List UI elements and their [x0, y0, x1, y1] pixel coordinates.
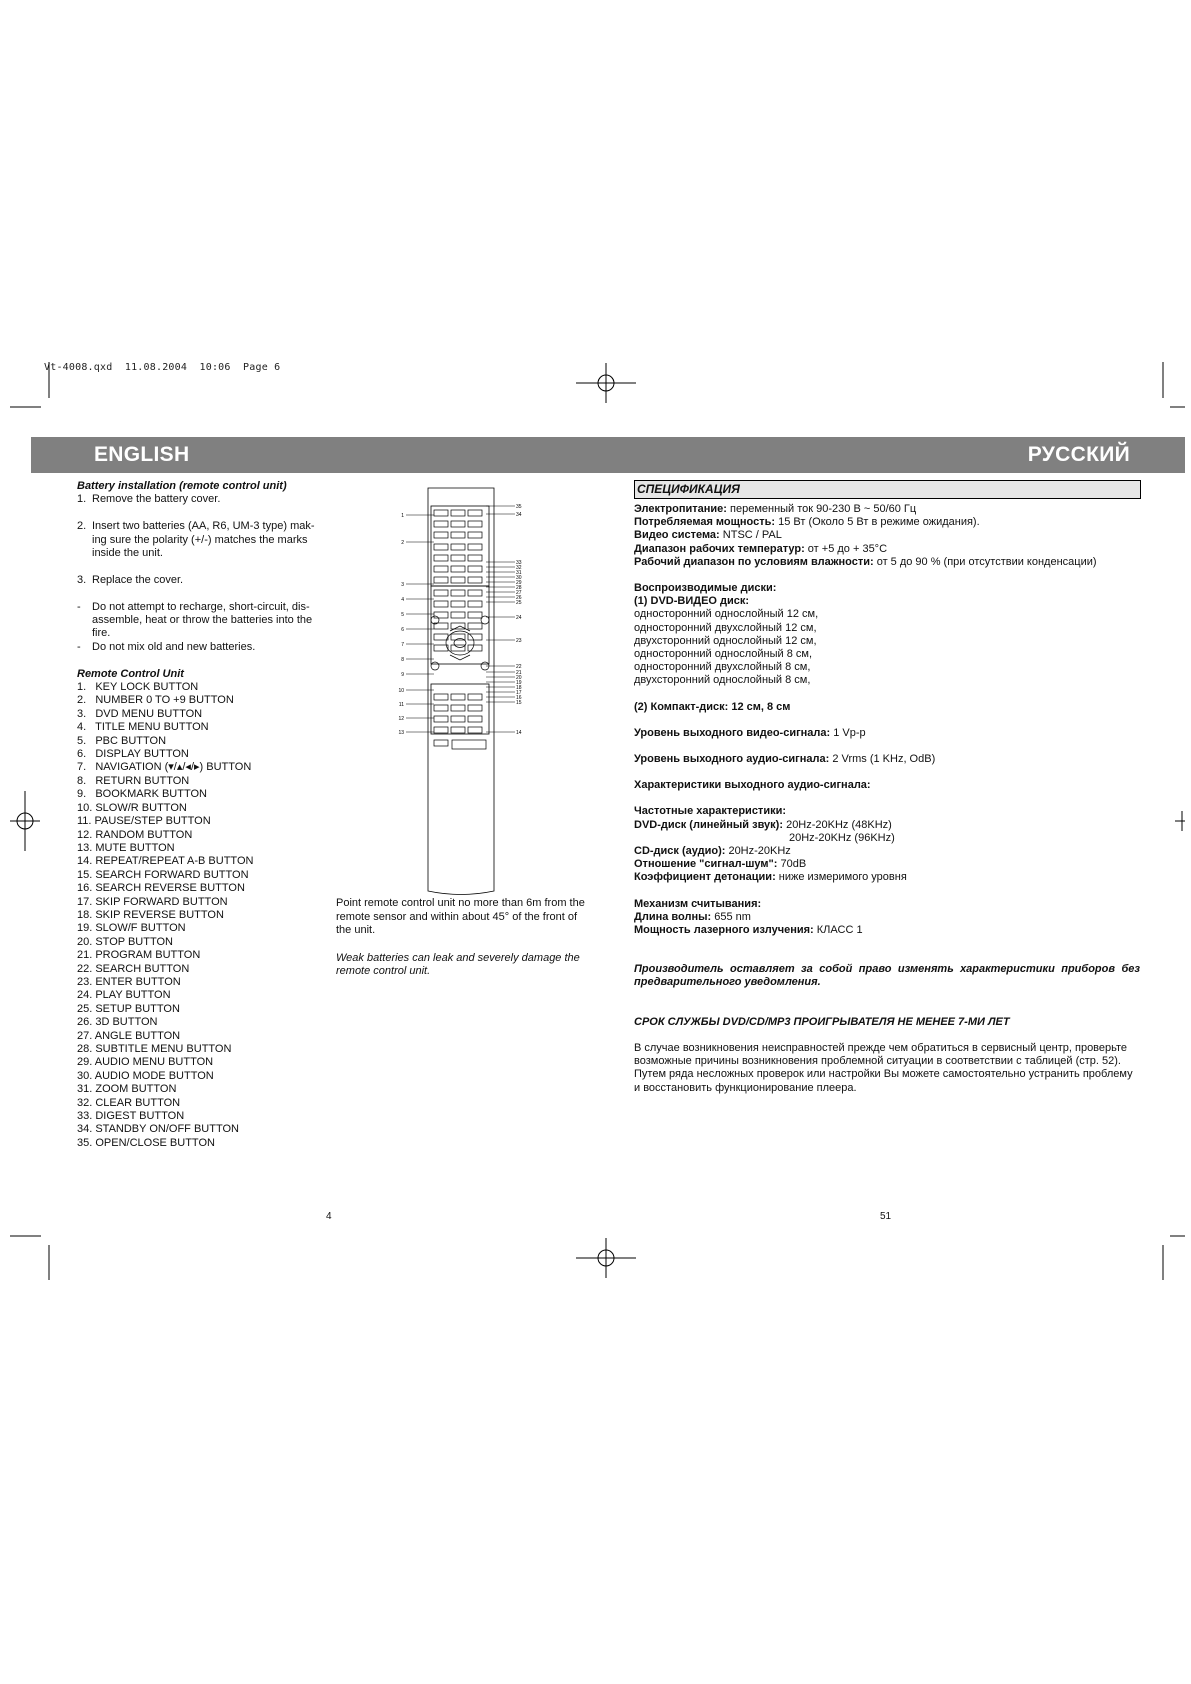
- button-list-item: 29. AUDIO MENU BUTTON: [77, 1056, 214, 1069]
- remote-callout-label: 11: [398, 702, 404, 708]
- remote-control-title: Remote Control Unit: [77, 667, 184, 680]
- remote-control-diagram: [394, 486, 534, 896]
- remote-button-shape: [468, 532, 482, 538]
- remote-callout-label: 30: [516, 575, 522, 581]
- remote-callout-label: 28: [516, 585, 522, 591]
- remote-callout-label: 21: [516, 670, 522, 676]
- remote-button-shape: [434, 727, 448, 733]
- discs-title: Воспроизводимые диски:: [634, 582, 777, 595]
- remote-callout-label: 14: [516, 730, 522, 736]
- remote-button-shape: [452, 740, 486, 749]
- russian-heading: РУССКИЙ: [1027, 443, 1130, 466]
- remote-button-shape: [468, 577, 482, 583]
- remote-button-shape: [451, 716, 465, 722]
- dvd-line: односторонний однослойный 8 см,: [634, 648, 813, 661]
- button-list-item: 16. SEARCH REVERSE BUTTON: [77, 882, 245, 895]
- button-list-item: 19. SLOW/F BUTTON: [77, 922, 186, 935]
- button-list-item: 15. SEARCH FORWARD BUTTON: [77, 868, 249, 881]
- dvd-title: (1) DVD-ВИДЕО диск:: [634, 595, 750, 608]
- button-list: [77, 681, 322, 1150]
- button-list-item: 9. BOOKMARK BUTTON: [77, 788, 207, 801]
- dvd-freq-line-2: 20Hz-20KHz (96KHz): [789, 831, 895, 844]
- spec-title: СПЕЦИФИКАЦИЯ: [634, 480, 1141, 499]
- battery-warning: - Do not attempt to recharge, short-circuit, dis-assemble, heat or throw the batteries into the fire.: [77, 600, 313, 640]
- button-list-item: 27. ANGLE BUTTON: [77, 1029, 181, 1042]
- audio-out-line: Уровень выходного аудио-сигнала: 2 Vrms (1 KHz, OdB): [634, 753, 936, 766]
- button-list-item: 35. OPEN/CLOSE BUTTON: [77, 1136, 215, 1149]
- dvd-line: односторонний двухслойный 8 см,: [634, 661, 811, 674]
- button-list-item: 10. SLOW/R BUTTON: [77, 801, 187, 814]
- button-list-item: 3. DVD MENU BUTTON: [77, 707, 203, 720]
- remote-button-shape: [434, 555, 448, 561]
- button-list-item: 31. ZOOM BUTTON: [77, 1083, 177, 1096]
- remote-button-shape: [434, 634, 448, 640]
- remote-callout-label: 24: [516, 615, 522, 621]
- laser-line: Мощность лазерного излучения: КЛАСС 1: [634, 924, 863, 937]
- remote-button-shape: [434, 716, 448, 722]
- remote-button-shape: [451, 601, 465, 607]
- remote-button-shape: [451, 532, 465, 538]
- dvd-line: односторонний двухслойный 12 см,: [634, 621, 817, 634]
- remote-callout-label: 4: [401, 597, 404, 603]
- button-list-item: 7. NAVIGATION (▾/▴/◂/▸) BUTTON: [77, 761, 252, 774]
- print-slug: Vt-4008.qxd 11.08.2004 10:06 Page 6: [44, 362, 281, 373]
- remote-callout-label: 17: [516, 690, 522, 696]
- wavelength-line: Длина волны: 655 nm: [634, 910, 751, 923]
- remote-callout-label: 13: [398, 730, 404, 736]
- spec-line: Потребляемая мощность: 15 Вт (Около 5 Вт в режиме ожидания).: [634, 516, 980, 529]
- service-life: СРОК СЛУЖБЫ DVD/CD/MP3 ПРОИГРЫВАТЕЛЯ НЕ МЕНЕЕ 7-МИ ЛЕТ: [634, 1015, 1010, 1028]
- spec-line: Рабочий диапазон по условиям влажности: от 5 до 90 % (при отсутствии конденсации): [634, 555, 1097, 568]
- remote-callout-label: 35: [516, 504, 522, 510]
- remote-button-shape: [434, 521, 448, 527]
- remote-button-shape: [451, 544, 465, 550]
- remote-button-shape: [451, 577, 465, 583]
- remote-button-shape: [468, 716, 482, 722]
- remote-button-shape: [468, 727, 482, 733]
- remote-callout-label: 6: [401, 627, 404, 633]
- freq-title: Частотные характеристики:: [634, 805, 787, 818]
- button-list-item: 11. PAUSE/STEP BUTTON: [77, 815, 211, 828]
- remote-button-shape: [468, 694, 482, 700]
- remote-button-shape: [434, 544, 448, 550]
- button-list-item: 23. ENTER BUTTON: [77, 975, 181, 988]
- remote-callout-label: 34: [516, 512, 522, 518]
- battery-step: 1. Remove the battery cover.: [77, 493, 221, 506]
- mech-title: Механизм считывания:: [634, 897, 762, 910]
- dvd-line: двухсторонний однослойный 12 см,: [634, 634, 817, 647]
- remote-button-shape: [434, 577, 448, 583]
- remote-callout-label: 22: [516, 664, 522, 670]
- remote-callout-label: 27: [516, 590, 522, 596]
- remote-callout-label: 2: [401, 540, 404, 546]
- remote-button-shape: [451, 727, 465, 733]
- remote-callout-label: 20: [516, 675, 522, 681]
- button-list-item: 33. DIGEST BUTTON: [77, 1110, 185, 1123]
- button-list-item: 21. PROGRAM BUTTON: [77, 949, 201, 962]
- remote-button-shape: [434, 694, 448, 700]
- remote-button-shape: [468, 510, 482, 516]
- button-list-item: 34. STANDBY ON/OFF BUTTON: [77, 1123, 239, 1136]
- remote-callout-label: 8: [401, 657, 404, 663]
- remote-callout-label: 18: [516, 685, 522, 691]
- remote-callout-label: 5: [401, 612, 404, 618]
- remote-button-shape: [451, 510, 465, 516]
- remote-button-shape: [451, 555, 465, 561]
- disclaimer: Производитель оставляет за собой право изменять характеристики приборов без предварительного уведомления.: [634, 963, 1140, 989]
- remote-button-shape: [468, 623, 482, 629]
- button-list-item: 1. KEY LOCK BUTTON: [77, 681, 199, 694]
- button-list-item: 26. 3D BUTTON: [77, 1016, 158, 1029]
- battery-warning: - Do not mix old and new batteries.: [77, 640, 256, 653]
- russian-column: [634, 480, 1140, 1095]
- remote-button-shape: [468, 544, 482, 550]
- dvd-line: двухсторонний однослойный 8 см,: [634, 674, 811, 687]
- remote-callout-label: 1: [401, 513, 404, 519]
- button-list-item: 6. DISPLAY BUTTON: [77, 748, 189, 761]
- button-list-item: 14. REPEAT/REPEAT A-B BUTTON: [77, 855, 254, 868]
- dvd-freq-line: DVD-диск (линейный звук): 20Hz-20KHz (48KHz): [634, 818, 892, 831]
- dvd-line: односторонний однослойный 12 см,: [634, 608, 819, 621]
- button-list-item: 17. SKIP FORWARD BUTTON: [77, 895, 228, 908]
- remote-button-shape: [434, 705, 448, 711]
- audio-char-title: Характеристики выходного аудио-сигнала:: [634, 779, 871, 792]
- remote-callout-label: 3: [401, 582, 404, 588]
- button-list-item: 13. MUTE BUTTON: [77, 841, 175, 854]
- remote-button-shape: [451, 623, 465, 629]
- remote-button-shape: [468, 590, 482, 596]
- remote-button-shape: [468, 566, 482, 572]
- remote-button-shape: [451, 612, 465, 618]
- remote-callout-label: 19: [516, 680, 522, 686]
- button-list-item: 30. AUDIO MODE BUTTON: [77, 1069, 214, 1082]
- english-column: [77, 480, 322, 1150]
- spec-line: Диапазон рабочих температур: от +5 до + 35°С: [634, 542, 888, 555]
- remote-range-note: Point remote control unit no more than 6m from the remote sensor and within about 45° of the front of the unit.: [336, 897, 585, 936]
- button-list-item: 28. SUBTITLE MENU BUTTON: [77, 1043, 232, 1055]
- wow-line: Коэффициент детонации: ниже измеримого уровня: [634, 871, 907, 884]
- remote-callout-label: 26: [516, 595, 522, 601]
- remote-button-shape: [434, 612, 448, 618]
- button-list-item: 12. RANDOM BUTTON: [77, 828, 193, 841]
- remote-button-shape: [451, 566, 465, 572]
- remote-callout-label: 7: [401, 642, 404, 648]
- remote-callout-label: 33: [516, 560, 522, 566]
- remote-button-shape: [451, 645, 465, 651]
- cd-freq-line: CD-диск (аудио): 20Hz-20KHz: [634, 845, 791, 858]
- button-list-item: 2. NUMBER 0 TO +9 BUTTON: [77, 694, 234, 707]
- video-out-line: Уровень выходного видео-сигнала: 1 Vp-p: [634, 726, 866, 739]
- snr-line: Отношение "сигнал-шум": 70dB: [634, 858, 807, 871]
- remote-callout-label: 32: [516, 565, 522, 571]
- troubleshoot-note: В случае возникновения неисправностей прежде чем обратиться в сервисный центр, проверьте возможные причины возникновения проблемной ситуации в соответствии с таблицей (стр. 52). Путем ряда несложных проверок или настройки Вы можете самостоятельно устранить проблему и восстановить функционирование плеера.: [634, 1041, 1133, 1094]
- remote-button-shape: [468, 555, 482, 561]
- remote-callout-label: 10: [398, 688, 404, 694]
- remote-button-shape: [451, 521, 465, 527]
- remote-button-shape: [451, 694, 465, 700]
- page-number-right: 51: [880, 1211, 892, 1222]
- spec-line: Электропитание: переменный ток 90-230 В ~ 50/60 Гц: [634, 503, 917, 515]
- button-list-item: 20. STOP BUTTON: [77, 935, 173, 948]
- weak-battery-note: Weak batteries can leak and severely damage the remote control unit.: [336, 951, 580, 977]
- remote-button-shape: [434, 590, 448, 596]
- remote-button-shape: [468, 705, 482, 711]
- cd-line: (2) Компакт-диск: 12 см, 8 см: [634, 700, 791, 713]
- button-list-item: 4. TITLE MENU BUTTON: [77, 721, 209, 734]
- remote-button-shape: [451, 705, 465, 711]
- english-heading: ENGLISH: [94, 443, 190, 466]
- remote-callout-label: 9: [401, 672, 404, 678]
- button-list-item: 8. RETURN BUTTON: [77, 774, 190, 787]
- battery-step: 2. Insert two batteries (AA, R6, UM-3 type) mak-ing sure the polarity (+/-) matches the marks inside the unit.: [77, 520, 315, 560]
- remote-notes: [336, 897, 591, 979]
- remote-callout-label: 23: [516, 638, 522, 644]
- remote-button-shape: [451, 590, 465, 596]
- remote-button-shape: [434, 532, 448, 538]
- remote-button-shape: [434, 510, 448, 516]
- button-list-item: 25. SETUP BUTTON: [77, 1002, 180, 1015]
- remote-button-shape: [434, 740, 448, 746]
- remote-button-shape: [468, 645, 482, 651]
- remote-button-shape: [434, 566, 448, 572]
- remote-callout-label: 16: [516, 695, 522, 701]
- remote-callout-label: 31: [516, 570, 522, 576]
- remote-button-shape: [434, 601, 448, 607]
- button-list-item: 24. PLAY BUTTON: [77, 989, 171, 1002]
- remote-callout-label: 12: [398, 716, 404, 722]
- remote-callout-label: 15: [516, 700, 522, 706]
- remote-callout-label: 29: [516, 580, 522, 586]
- battery-installation-title: Battery installation (remote control unit): [77, 480, 287, 492]
- remote-button-shape: [434, 645, 448, 651]
- remote-callout-label: 25: [516, 600, 522, 606]
- remote-button-shape: [468, 612, 482, 618]
- button-list-item: 18. SKIP REVERSE BUTTON: [77, 908, 224, 921]
- button-list-item: 22. SEARCH BUTTON: [77, 962, 190, 975]
- header-bar: [31, 437, 1185, 473]
- page-number-left: 4: [326, 1211, 332, 1222]
- button-list-item: 32. CLEAR BUTTON: [77, 1096, 181, 1109]
- remote-button-shape: [468, 601, 482, 607]
- spec-line: Видео система: NTSC / PAL: [634, 529, 782, 542]
- battery-step: 3. Replace the cover.: [77, 573, 184, 586]
- button-list-item: 5. PBC BUTTON: [77, 734, 167, 747]
- remote-button-shape: [468, 521, 482, 527]
